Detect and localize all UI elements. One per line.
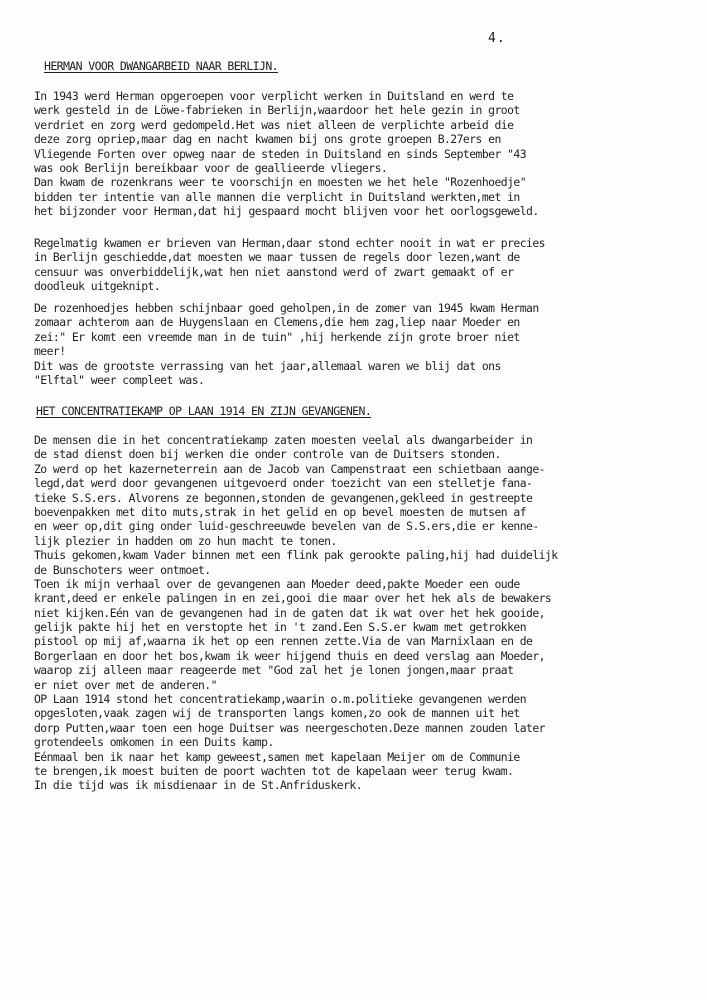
section-heading-concentratiekamp: HET CONCENTRATIEKAMP OP LAAN 1914 EN ZIJN GEVANGENEN. — [36, 404, 372, 418]
text-line: te brengen,ik moest buiten de poort wachten tot de kapelaan weer terug kwam. — [34, 763, 514, 778]
text-line: opgesloten,vaak zagen wij de transporten langs komen,zo ook de mannen uit het — [34, 706, 520, 721]
text-line: gelijk pakte hij het en verstopte het in 't zand.Een S.S.er kwam met getrokken — [34, 620, 527, 635]
section-heading-herman: HERMAN VOOR DWANGARBEID NAAR BERLIJN. — [44, 59, 278, 73]
text-line: pistool op mij af,waarna ik het op een rennen zette.Via de van Marnixlaan en de — [34, 634, 533, 649]
paragraph-herman-berlijn — [34, 89, 539, 219]
paragraph-concentratiekamp — [34, 433, 558, 793]
paragraph-rozenhoedjes — [34, 301, 539, 387]
text-line: en weer op,dit ging onder luid-geschreeuwde bevelen van de S.S.ers,die er kenne- — [34, 519, 539, 534]
text-line: de stad dienst doen bij werken die onder controle van de Duitsers stonden. — [34, 447, 501, 462]
text-line: er niet over met de anderen." — [34, 677, 217, 692]
text-line: In die tijd was ik misdienaar in de St.Anfriduskerk. — [34, 778, 363, 793]
text-line: Eénmaal ben ik naar het kamp geweest,samen met kapelaan Meijer om de Communie — [34, 749, 520, 764]
paragraph-brieven — [34, 236, 545, 294]
text-line: De rozenhoedjes hebben schijnbaar goed geholpen,in de zomer van 1945 kwam Herman — [34, 301, 539, 315]
text-line: deze zorg opriep,maar dag en nacht kwamen bij ons grote groepen B.27ers en — [34, 132, 501, 147]
text-line: verdriet en zorg werd gedompeld.Het was niet alleen de verplichte arbeid die — [34, 117, 514, 132]
text-line: zei:" Er komt een vreemde man in de tuin" ,hij herkende zijn grote broer niet — [34, 329, 520, 344]
text-line: OP Laan 1914 stond het concentratiekamp,waarin o.m.politieke gevangenen werden — [34, 692, 527, 707]
text-line: doodleuk uitgeknipt. — [34, 279, 161, 294]
text-line: Regelmatig kwamen er brieven van Herman,daar stond echter nooit in wat er precies — [34, 236, 545, 250]
text-line: werk gesteld in de Löwe-fabrieken in Berlijn,waardoor het hele gezin in groot — [34, 103, 520, 118]
text-line: lijk plezier in hadden om zo hun macht te tonen. — [34, 533, 337, 548]
text-line: De mensen die in het concentratiekamp zaten moesten veelal als dwangarbeider in — [34, 433, 533, 447]
text-line: waarop zij alleen maar reageerde met "God zal het je lonen jongen,maar praat — [34, 663, 514, 678]
text-line: boevenpakken met dito muts,strak in het gelid en op bevel moesten de mutsen af — [34, 504, 527, 519]
text-line: grotendeels omkomen in een Duits kamp. — [34, 735, 274, 750]
text-line: Dan kwam de rozenkrans weer te voorschijn en moesten we het hele "Rozenhoedje" — [34, 175, 527, 190]
text-line: dorp Putten,waar toen een hoge Duitser was neergeschoten.Deze mannen zouden later — [34, 720, 545, 735]
text-line: Zo werd op het kazerneterrein aan de Jacob van Campenstraat een schietbaan aange- — [34, 461, 545, 476]
text-line: Toen ik mijn verhaal over de gevangenen aan Moeder deed,pakte Moeder een oude — [34, 576, 520, 591]
text-line: in Berlijn geschiedde,dat moesten we maar tussen de regels door lezen,want de — [34, 250, 520, 265]
text-line: tieke S.S.ers. Alvorens ze begonnen,stonden de gevangenen,gekleed in gestreepte — [34, 490, 533, 505]
text-line: niet kijken.Eén van de gevangenen had in de gaten dat ik wat over het hek gooide, — [34, 605, 545, 620]
text-line: Dit was de grootste verrassing van het jaar,allemaal waren we blij dat ons — [34, 358, 501, 373]
text-line: censuur was onverbiddelijk,wat hen niet aanstond werd of zwart gemaakt of er — [34, 264, 514, 279]
text-line: Thuis gekomen,kwam Vader binnen met een flink pak gerookte paling,hij had duidelijk — [34, 548, 558, 563]
page-number: 4. — [488, 31, 506, 46]
text-line: In 1943 werd Herman opgeroepen voor verplicht werken in Duitsland en werd te — [34, 89, 514, 103]
text-line: meer! — [34, 344, 66, 359]
text-line: Vliegende Forten over opweg naar de steden in Duitsland en sinds September "43 — [34, 146, 527, 161]
text-line: het bijzonder voor Herman,dat hij gespaard mocht blijven voor het oorlogsgeweld. — [34, 204, 539, 219]
text-line: de Bunschoters weer ontmoet. — [34, 562, 211, 577]
text-line: "Elftal" weer compleet was. — [34, 372, 205, 387]
text-line: legd,dat werd door gevangenen uitgevoerd onder toezicht van een stelletje fana- — [34, 476, 533, 491]
text-line: zomaar achterom aan de Huygenslaan en Clemens,die hem zag,liep naar Moeder en — [34, 315, 520, 330]
text-line: Borgerlaan en door het bos,kwam ik weer hijgend thuis en deed verslag aan Moeder, — [34, 648, 545, 663]
text-line: krant,deed er enkele palingen in en zei,gooi die maar over het hek als de bewakers — [34, 591, 552, 606]
text-line: bidden ter intentie van alle mannen die verplicht in Duitsland werkten,met in — [34, 189, 520, 204]
text-line: was ook Berlijn bereikbaar voor de geallieerde vliegers. — [34, 160, 388, 175]
